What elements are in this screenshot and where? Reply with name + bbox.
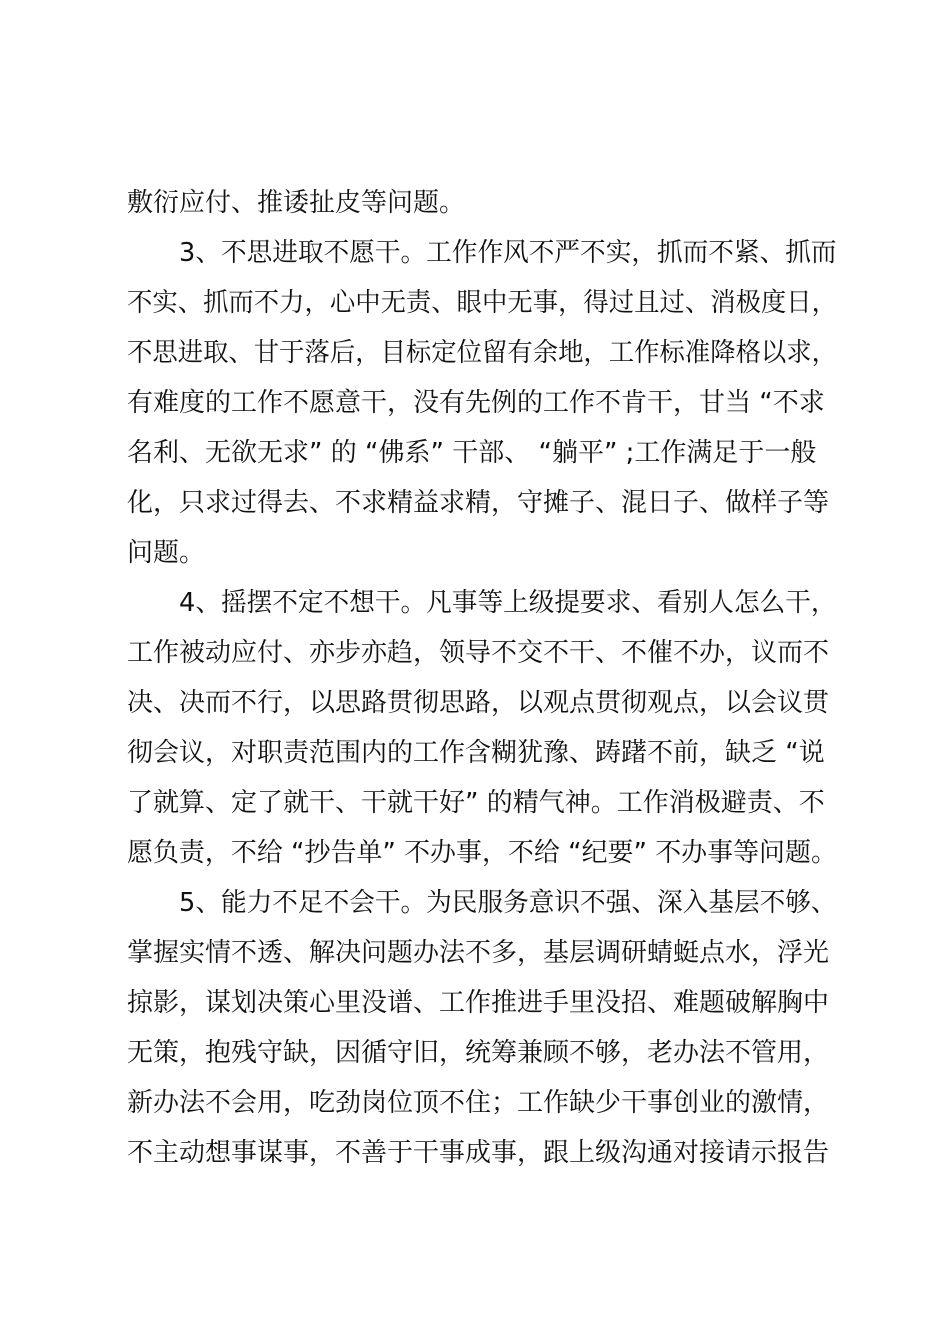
- text-line: 工作被动应付、亦步亦趋，领导不交不干、不催不办，议而不: [127, 638, 830, 668]
- text-line: 掌握实情不透、解决问题办法不多，基层调研蜻蜓点水，浮光: [127, 938, 830, 968]
- paragraph-3-heading-line: 3、不思进取不愿干。工作作风不严不实，抓而不紧、抓而: [179, 238, 837, 268]
- text-line: 决、决而不行，以思路贯彻思路，以观点贯彻观点，以会议贯: [127, 688, 830, 718]
- text-line: 新办法不会用，吃劲岗位顶不住；工作缺少干事创业的激情，: [127, 1088, 830, 1118]
- paragraph-5-heading-line: 5、能力不足不会干。为民服务意识不强、深入基层不够、: [179, 888, 837, 918]
- text-line: 彻会议，对职责范围内的工作含糊犹豫、踌躇不前，缺乏 “说: [127, 738, 825, 768]
- paragraph-4-heading-line: 4、摇摆不定不想干。凡事等上级提要求、看别人怎么干，: [179, 588, 837, 618]
- text-line: 问题。: [127, 538, 206, 568]
- text-line: 不主动想事谋事，不善于干事成事，跟上级沟通对接请示报告: [127, 1138, 830, 1168]
- text-line: 敷衍应付、推诿扯皮等问题。: [127, 188, 466, 218]
- text-line: 了就算、定了就干、干就干好” 的精气神。工作消极避责、不: [127, 788, 825, 818]
- text-line: 不实、抓而不力，心中无责、眼中无事，得过且过、消极度日，: [127, 288, 838, 318]
- text-line: 有难度的工作不愿意干，没有先例的工作不肯干，甘当 “不求: [127, 388, 825, 418]
- text-line: 名利、无欲无求” 的 “佛系” 干部、 “躺平” ;工作满足于一般: [127, 438, 817, 468]
- text-line: 愿负责，不给 “抄告单” 不办事，不给 “纪要” 不办事等问题。: [127, 838, 837, 868]
- text-line: 无策，抱残守缺，因循守旧，统筹兼顾不够，老办法不管用，: [127, 1038, 830, 1068]
- text-line: 不思进取、甘于落后，目标定位留有余地，工作标准降格以求，: [127, 338, 838, 368]
- text-line: 化，只求过得去、不求精益求精，守摊子、混日子、做样子等: [127, 488, 830, 518]
- text-line: 掠影，谋划决策心里没谱、工作推进手里没招、难题破解胸中: [127, 988, 830, 1018]
